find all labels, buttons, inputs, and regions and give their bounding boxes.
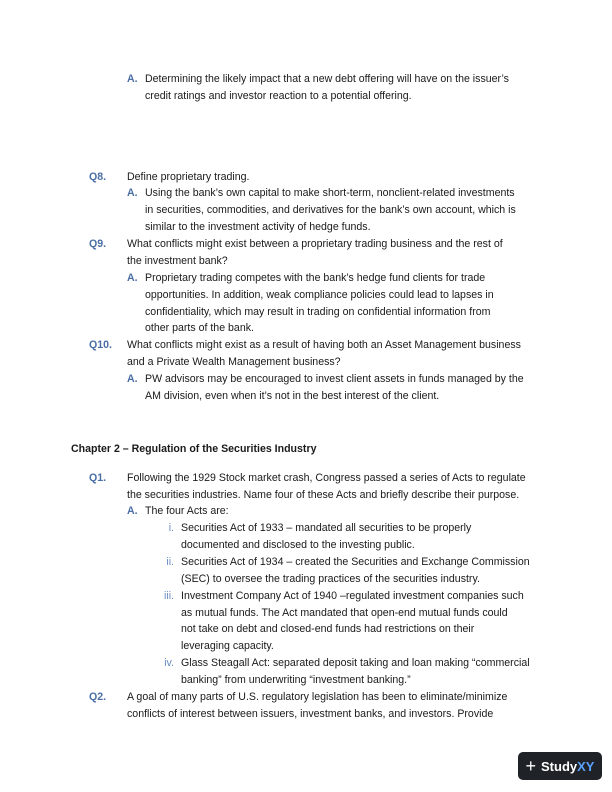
list-item-number: iv. <box>164 657 174 669</box>
list-item-line: Securities Act of 1934 – created the Securities and Exchange Commission <box>181 556 530 568</box>
answer-label: A. <box>127 187 138 199</box>
answer-line: in securities, commodities, and derivatives for the bank’s own account, which is <box>145 204 516 216</box>
answer-line: opportunities. In addition, weak compliance policies could lead to lapses in <box>145 289 494 301</box>
question-label: Q1. <box>89 472 107 484</box>
answer-label: A. <box>127 373 138 385</box>
question-line: What conflicts might exist as a result of having both an Asset Management business <box>127 339 521 351</box>
question-label: Q2. <box>89 691 107 703</box>
answer-line: credit ratings and investor reaction to a potential offering. <box>145 90 412 102</box>
question-label: Q10. <box>89 339 112 351</box>
answer-label: A. <box>127 272 138 284</box>
question-label: Q8. <box>89 171 107 183</box>
list-item-line: leveraging capacity. <box>181 640 274 652</box>
list-item-line: Investment Company Act of 1940 –regulated investment companies such <box>181 590 524 602</box>
chapter-heading: Chapter 2 – Regulation of the Securities Industry <box>71 443 317 455</box>
list-item-line: documented and disclosed to the investing public. <box>181 539 415 551</box>
answer-line: Proprietary trading competes with the bank’s hedge fund clients for trade <box>145 272 486 284</box>
answer-line: confidentiality, which may result in trading on confidential information from <box>145 306 491 318</box>
studyxy-logo-badge[interactable] <box>518 752 602 780</box>
plus-icon: + <box>525 756 537 776</box>
question-line: the securities industries. Name four of these Acts and briefly describe their purpose. <box>127 489 520 501</box>
answer-line: PW advisors may be encouraged to invest client assets in funds managed by the <box>145 373 524 385</box>
answer-line: other parts of the bank. <box>145 322 254 334</box>
question-line: Define proprietary trading. <box>127 171 250 183</box>
answer-label: A. <box>127 505 138 517</box>
list-item-line: not take on debt and closed-end funds had restrictions on their <box>181 623 475 635</box>
question-line: What conflicts might exist between a proprietary trading business and the rest of <box>127 238 503 250</box>
list-item-line: Glass Steagall Act: separated deposit taking and loan making “commercial <box>181 657 530 669</box>
list-item-line: banking” from underwriting “investment banking.” <box>181 674 411 686</box>
answer-line: Using the bank’s own capital to make short-term, nonclient-related investments <box>145 187 515 199</box>
question-line: and a Private Wealth Management business? <box>127 356 341 368</box>
list-item-number: i. <box>168 522 174 534</box>
answer-label: A. <box>127 73 138 85</box>
question-line: A goal of many parts of U.S. regulatory legislation has been to eliminate/minimize <box>127 691 508 703</box>
list-item-line: as mutual funds. The Act mandated that open-end mutual funds could <box>181 607 508 619</box>
badge-prefix: Study <box>541 758 578 774</box>
question-line: Following the 1929 Stock market crash, Congress passed a series of Acts to regulate <box>127 472 526 484</box>
answer-line: AM division, even when it’s not in the best interest of the client. <box>145 390 440 402</box>
list-item-line: Securities Act of 1933 – mandated all securities to be properly <box>181 522 472 534</box>
question-label: Q9. <box>89 238 107 250</box>
question-line: the investment bank? <box>127 255 228 267</box>
answer-line: similar to the investment activity of hedge funds. <box>145 221 371 233</box>
list-item-number: iii. <box>163 590 174 602</box>
list-item-line: (SEC) to oversee the trading practices of the securities industry. <box>181 573 480 585</box>
badge-suffix: XY <box>577 758 595 774</box>
answer-line: Determining the likely impact that a new debt offering will have on the issuer’s <box>145 73 509 85</box>
list-item-number: ii. <box>166 556 174 568</box>
question-line: conflicts of interest between issuers, investment banks, and investors. Provide <box>127 708 494 720</box>
answer-line: The four Acts are: <box>145 505 229 517</box>
